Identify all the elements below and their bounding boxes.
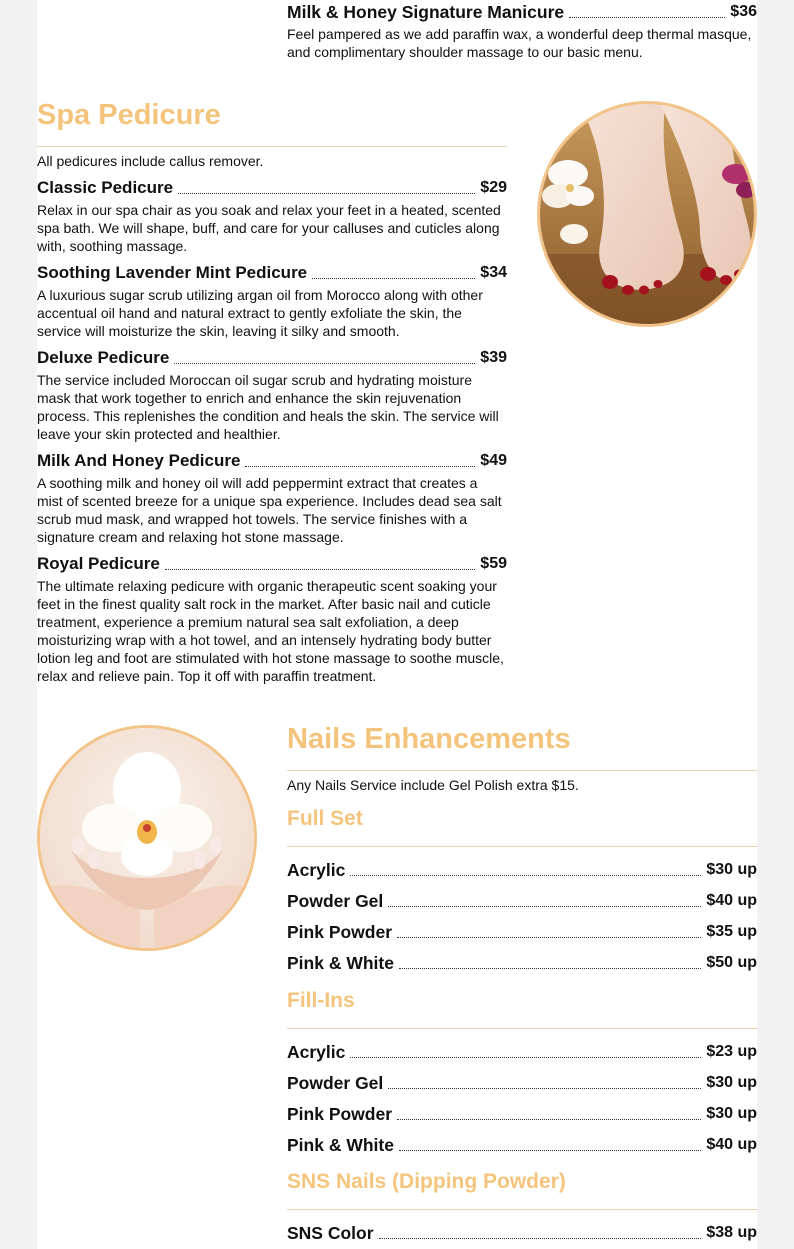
item-price: $59	[480, 555, 507, 572]
menu-item	[287, 1221, 757, 1243]
item-name: Acrylic	[287, 860, 346, 880]
dot-leader	[174, 363, 475, 364]
item-price: $49	[480, 452, 507, 469]
item-price: $30 up	[706, 1105, 757, 1122]
item-name: Pink Powder	[287, 1104, 393, 1124]
dot-leader	[397, 937, 701, 938]
menu-item	[37, 261, 507, 283]
item-description: The ultimate relaxing pedicure with organic therapeutic scent soaking your feet in the finest quality salt rock in the market. After basic nail and cuticle treatment, experience a premium natural sea salt exfoliation, a deep moisturizing wrap with a hot towel, and an intensely hydrating body butter lotion leg and foot are stimulated with hot stone massage to soothe muscle, relax and relieve pain. Top it off with paraffin treatment.	[37, 578, 504, 684]
dot-leader	[399, 1150, 701, 1151]
item-name: Pink Powder	[287, 922, 393, 942]
section-note: All pedicures include callus remover.	[37, 153, 264, 169]
section-title-nails-enhancements: Nails Enhancements	[287, 723, 571, 755]
menu-item	[287, 920, 757, 942]
section-note: Any Nails Service include Gel Polish extra $15.	[287, 777, 579, 793]
dot-leader	[178, 193, 475, 194]
item-name: Powder Gel	[287, 1073, 384, 1093]
menu-item	[287, 858, 757, 880]
item-name: SNS Color	[287, 1223, 374, 1243]
divider	[287, 1209, 757, 1210]
menu-item	[287, 1133, 757, 1155]
item-price: $38 up	[706, 1224, 757, 1241]
item-name: Milk And Honey Pedicure	[37, 451, 241, 470]
item-description: The service included Moroccan oil sugar scrub and hydrating moisture mask that work together to enrich and enhance the skin rejuvenation process. This replenishes the condition and heals the skin. The service will leave your skin protected and healthier.	[37, 372, 499, 442]
item-name: Soothing Lavender Mint Pedicure	[37, 263, 308, 282]
item-name: Milk & Honey Signature Manicure	[287, 2, 565, 22]
dot-leader	[350, 875, 701, 876]
menu-item	[287, 1102, 757, 1124]
subsection-title-fill-ins: Fill-Ins	[287, 989, 355, 1012]
divider	[37, 146, 507, 147]
item-description: A luxurious sugar scrub utilizing argan oil from Morocco along with other accentual oil hand and natural extract to gently exfoliate the skin, the service will moisturize the skin, leaving it silky and smooth.	[37, 287, 483, 339]
item-name: Royal Pedicure	[37, 554, 160, 573]
item-price: $36	[730, 3, 757, 20]
item-description: A soothing milk and honey oil will add peppermint extract that creates a mist of scented breeze for a unique spa experience. Includes dead sea salt scrub mud mask, and wrapped hot towels. The service finishes with a signature cream and relaxing hot stone massage.	[37, 475, 502, 545]
hands-orchid-illustration	[40, 728, 254, 948]
item-price: $34	[480, 264, 507, 281]
item-price: $40 up	[706, 1136, 757, 1153]
item-name: Deluxe Pedicure	[37, 348, 170, 367]
dot-leader	[350, 1057, 701, 1058]
subsection-title-full-set: Full Set	[287, 807, 363, 830]
menu-item	[287, 1040, 757, 1062]
dot-leader	[399, 968, 701, 969]
item-price: $40 up	[706, 892, 757, 909]
menu-item	[287, 1071, 757, 1093]
item-name: Pink & White	[287, 953, 394, 973]
menu-item	[37, 552, 507, 574]
dot-leader	[379, 1238, 702, 1239]
menu-item	[37, 346, 507, 368]
manicure-photo	[37, 725, 257, 951]
menu-item	[37, 449, 507, 471]
subsection-title-sns: SNS Nails (Dipping Powder)	[287, 1170, 566, 1193]
dot-leader	[312, 278, 475, 279]
item-price: $50 up	[706, 954, 757, 971]
menu-item-signature-manicure	[287, 0, 757, 22]
item-price: $29	[480, 179, 507, 196]
item-name: Acrylic	[287, 1042, 346, 1062]
menu-item	[287, 951, 757, 973]
item-price: $30 up	[706, 861, 757, 878]
item-description: Relax in our spa chair as you soak and relax your feet in a heated, scented spa bath. We will shape, buff, and care for your calluses and cuticles along with, soothing massage.	[37, 202, 501, 254]
dot-leader	[165, 569, 475, 570]
divider	[287, 1028, 757, 1029]
item-name: Classic Pedicure	[37, 178, 174, 197]
section-title-spa-pedicure: Spa Pedicure	[37, 99, 221, 131]
item-description: Feel pampered as we add paraffin wax, a wonderful deep thermal masque, and complimentary shoulder massage to our basic menu.	[287, 26, 752, 60]
item-price: $30 up	[706, 1074, 757, 1091]
item-price: $23 up	[706, 1043, 757, 1060]
dot-leader	[397, 1119, 701, 1120]
dot-leader	[569, 17, 725, 18]
menu-item	[287, 889, 757, 911]
item-price: $35 up	[706, 923, 757, 940]
pedicure-photo	[537, 101, 757, 327]
menu-item	[37, 176, 507, 198]
dot-leader	[388, 1088, 701, 1089]
dot-leader	[388, 906, 701, 907]
pedicure-feet-illustration	[540, 104, 754, 324]
divider	[287, 770, 757, 771]
divider	[287, 846, 757, 847]
item-name: Pink & White	[287, 1135, 394, 1155]
item-price: $39	[480, 349, 507, 366]
item-name: Powder Gel	[287, 891, 384, 911]
dot-leader	[245, 466, 475, 467]
